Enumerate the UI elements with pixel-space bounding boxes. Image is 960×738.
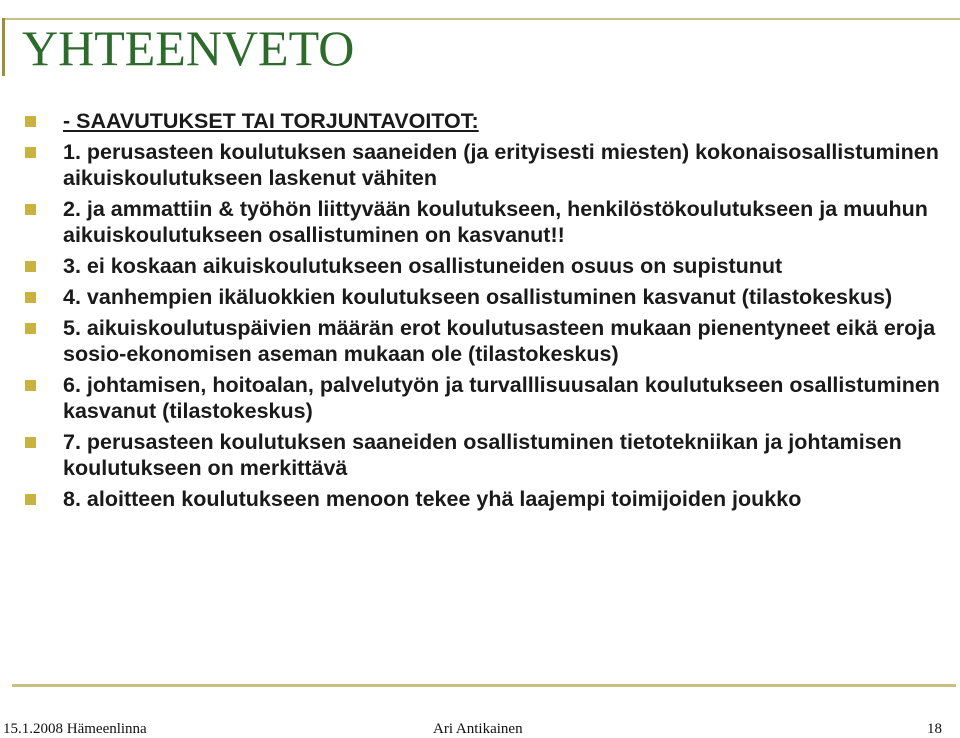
slide-content: [22, 108, 950, 517]
square-bullet-icon: [25, 261, 36, 272]
footer-rule: [12, 684, 956, 687]
bullet-item: [22, 315, 950, 367]
bullet-list: [22, 108, 950, 512]
slide-top-margin: [0, 0, 960, 18]
square-bullet-icon: [25, 380, 36, 391]
square-bullet-icon: [25, 323, 36, 334]
bullet-item: [22, 372, 950, 424]
square-bullet-icon: [25, 147, 36, 158]
square-bullet-icon: [25, 437, 36, 448]
bullet-item: [22, 486, 950, 512]
bullet-item: [22, 196, 950, 248]
bullet-text: 1. perusasteen koulutuksen saaneiden (ja erityisesti miesten) kokonaisosallistuminen aikuiskoulutukseen laskenut vähiten: [63, 140, 939, 190]
bullet-text: 4. vanhempien ikäluokkien koulutukseen osallistuminen kasvanut (tilastokeskus): [63, 285, 893, 309]
slide-title: YHTEENVETO: [22, 20, 355, 76]
bullet-item: [22, 429, 950, 481]
bullet-text: 2. ja ammattiin & työhön liittyvään koulutukseen, henkilöstökoulutukseen ja muuhun aikuiskoulutukseen osallistuminen on kasvanut!!: [63, 197, 928, 247]
square-bullet-icon: [25, 292, 36, 303]
square-bullet-icon: [25, 116, 36, 127]
bullet-item: [22, 253, 950, 279]
bullet-text: 8. aloitteen koulutukseen menoon tekee yhä laajempi toimijoiden joukko: [63, 487, 802, 511]
bullet-text: 7. perusasteen koulutuksen saaneiden osallistuminen tietotekniikan ja johtamisen koulutukseen on merkittävä: [63, 430, 902, 480]
square-bullet-icon: [25, 494, 36, 505]
bullet-item: [22, 108, 950, 134]
bullet-item: [22, 284, 950, 310]
bullet-text: 5. aikuiskoulutuspäivien määrän erot koulutusasteen mukaan pienentyneet eikä eroja sosio-ekonomisen aseman mukaan ole (tilastokeskus): [63, 316, 936, 366]
bullet-item: [22, 139, 950, 191]
footer-author: Ari Antikainen: [433, 721, 523, 737]
page-number: 18: [927, 721, 942, 737]
footer-date-place: 15.1.2008 Hämeenlinna: [3, 721, 147, 737]
bullet-text: 3. ei koskaan aikuiskoulutukseen osallistuneiden osuus on supistunut: [63, 254, 783, 278]
slide-left-accent: [2, 18, 5, 76]
square-bullet-icon: [25, 204, 36, 215]
bullet-text: 6. johtamisen, hoitoalan, palvelutyön ja turvalllisuusalan koulutukseen osallistuminen kasvanut (tilastokeskus): [63, 373, 940, 423]
bullet-text: - SAAVUTUKSET TAI TORJUNTAVOITOT:: [63, 109, 479, 133]
